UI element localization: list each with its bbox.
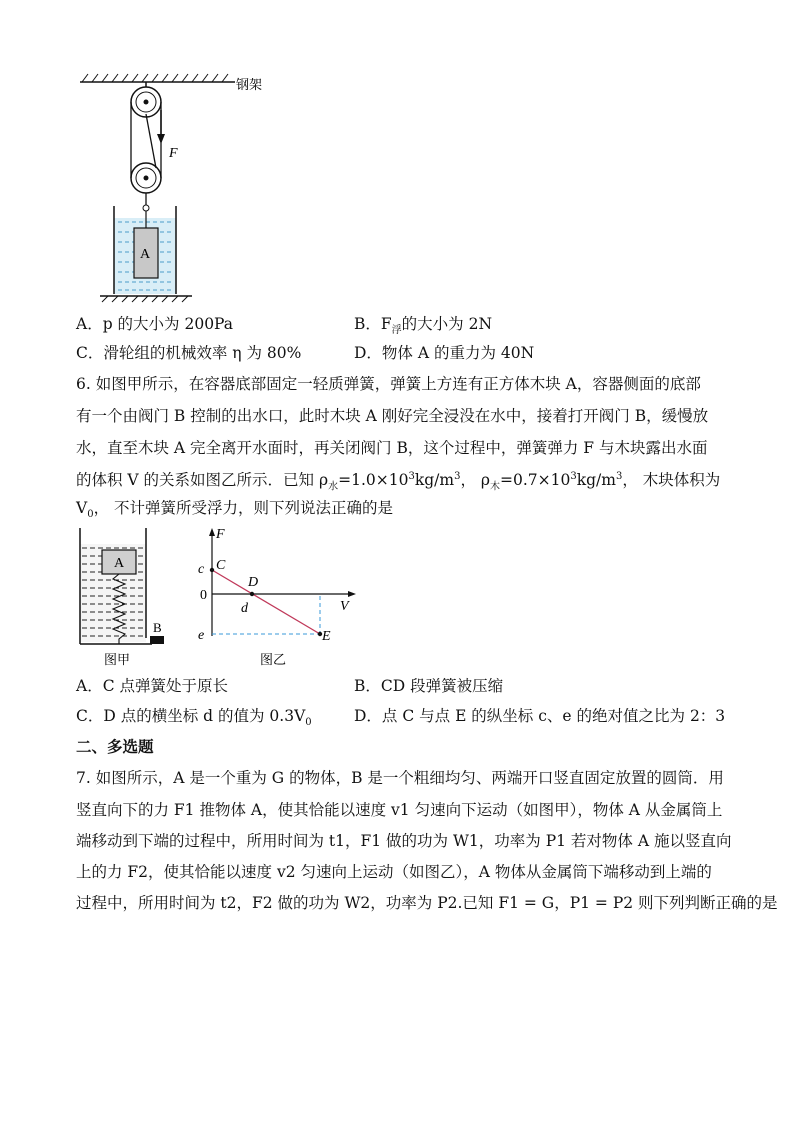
upper-pulley [131,87,161,117]
q6-option-d: D．点 C 与点 E 的纵坐标 c、e 的绝对值之比为 2：3 [354,707,726,725]
point-e-label: E [322,629,331,644]
point-d [250,592,254,596]
q7-line-3: 端移动到下端的过程中，所用时间为 t1，F1 做的功为 W1，功率为 P1 若对物体 A 施以竖直向 [76,832,732,850]
q5-option-b: B．$F_浮$的大小为 2N [354,315,493,337]
q6-line-4: 的体积 V 的关系如图乙所示．已知 $\rho_水=1.0\times 10^3kg/m^3$， $\rho_木=0.7\times 10^3kg/m^3$， 木块体积为 [76,471,721,493]
point-c-label: C [216,558,226,573]
q7-line-1: 7. 如图所示，A 是一个重为 G 的物体，B 是一个粗细均匀、两端开口竖直固定放置的圆筒．用 [76,769,724,787]
point-c [210,568,214,572]
q6-line-5: $V_0$， 不计弹簧所受浮力，则下列说法正确的是 [76,499,394,521]
q5-option-c: C．滑轮组的机械效率 η 为 80% [76,344,302,362]
point-d-label: D [248,575,259,590]
frame-label: 钢架 [236,77,263,92]
q6-line-1: 6. 如图甲所示，在容器底部固定一轻质弹簧，弹簧上方连有正方体木块 A，容器侧面的底部 [76,375,701,393]
jia-block-label: A [114,556,125,571]
q5-option-a: A．p 的大小为 200Pa [76,315,234,333]
q7-line-2: 竖直向下的力 F1 推物体 A，使其恰能以速度 v1 匀速向下运动（如图甲），物体 A 从金属筒上 [76,801,723,819]
q6-option-a: A．C 点弹簧处于原长 [76,677,228,695]
valve-b-label: B [153,620,162,635]
ceiling-hatch [82,74,228,82]
yi-caption: 图乙 [260,652,287,667]
q6-option-c: C．D 点的横坐标 d 的值为 $0.3V_0$ [76,707,312,729]
valve-b [150,636,164,644]
c-tick-label: c [198,562,205,577]
series-line-cde [212,570,320,634]
x-axis-label: V [340,599,349,614]
figure-yi [192,526,362,668]
pulley-figure [70,70,300,310]
d-tick-label: d [241,601,248,616]
block-a-label: A [140,247,151,262]
zero-label: 0 [200,588,207,603]
q5-option-d: D．物体 A 的重力为 40N [354,344,535,362]
q7-line-4: 上的力 F2，使其恰能以速度 v2 匀速向上运动（如图乙），A 物体从金属筒下端移动到上端的 [76,863,712,881]
y-axis-label: F [216,527,225,542]
jia-caption: 图甲 [104,652,131,667]
section-title: 二、多选题 [76,738,154,756]
e-tick-label: e [198,628,205,643]
force-label: F [169,146,178,161]
q6-option-b: B．CD 段弹簧被压缩 [354,677,504,695]
q6-line-3: 水，直至木块 A 完全离开水面时，再关闭阀门 B，这个过程中，弹簧弹力 F 与木块露出水面 [76,439,708,457]
q7-line-5: 过程中，所用时间为 t2，F2 做的功为 W2，功率为 P2.已知 F1 = G，P1 = P2 则下列判断正确的是 [76,894,778,912]
figure-jia [72,526,176,668]
q6-line-2: 有一个由阀门 B 控制的出水口，此时木块 A 刚好完全浸没在水中，接着打开阀门 B，缓慢放 [76,407,709,425]
